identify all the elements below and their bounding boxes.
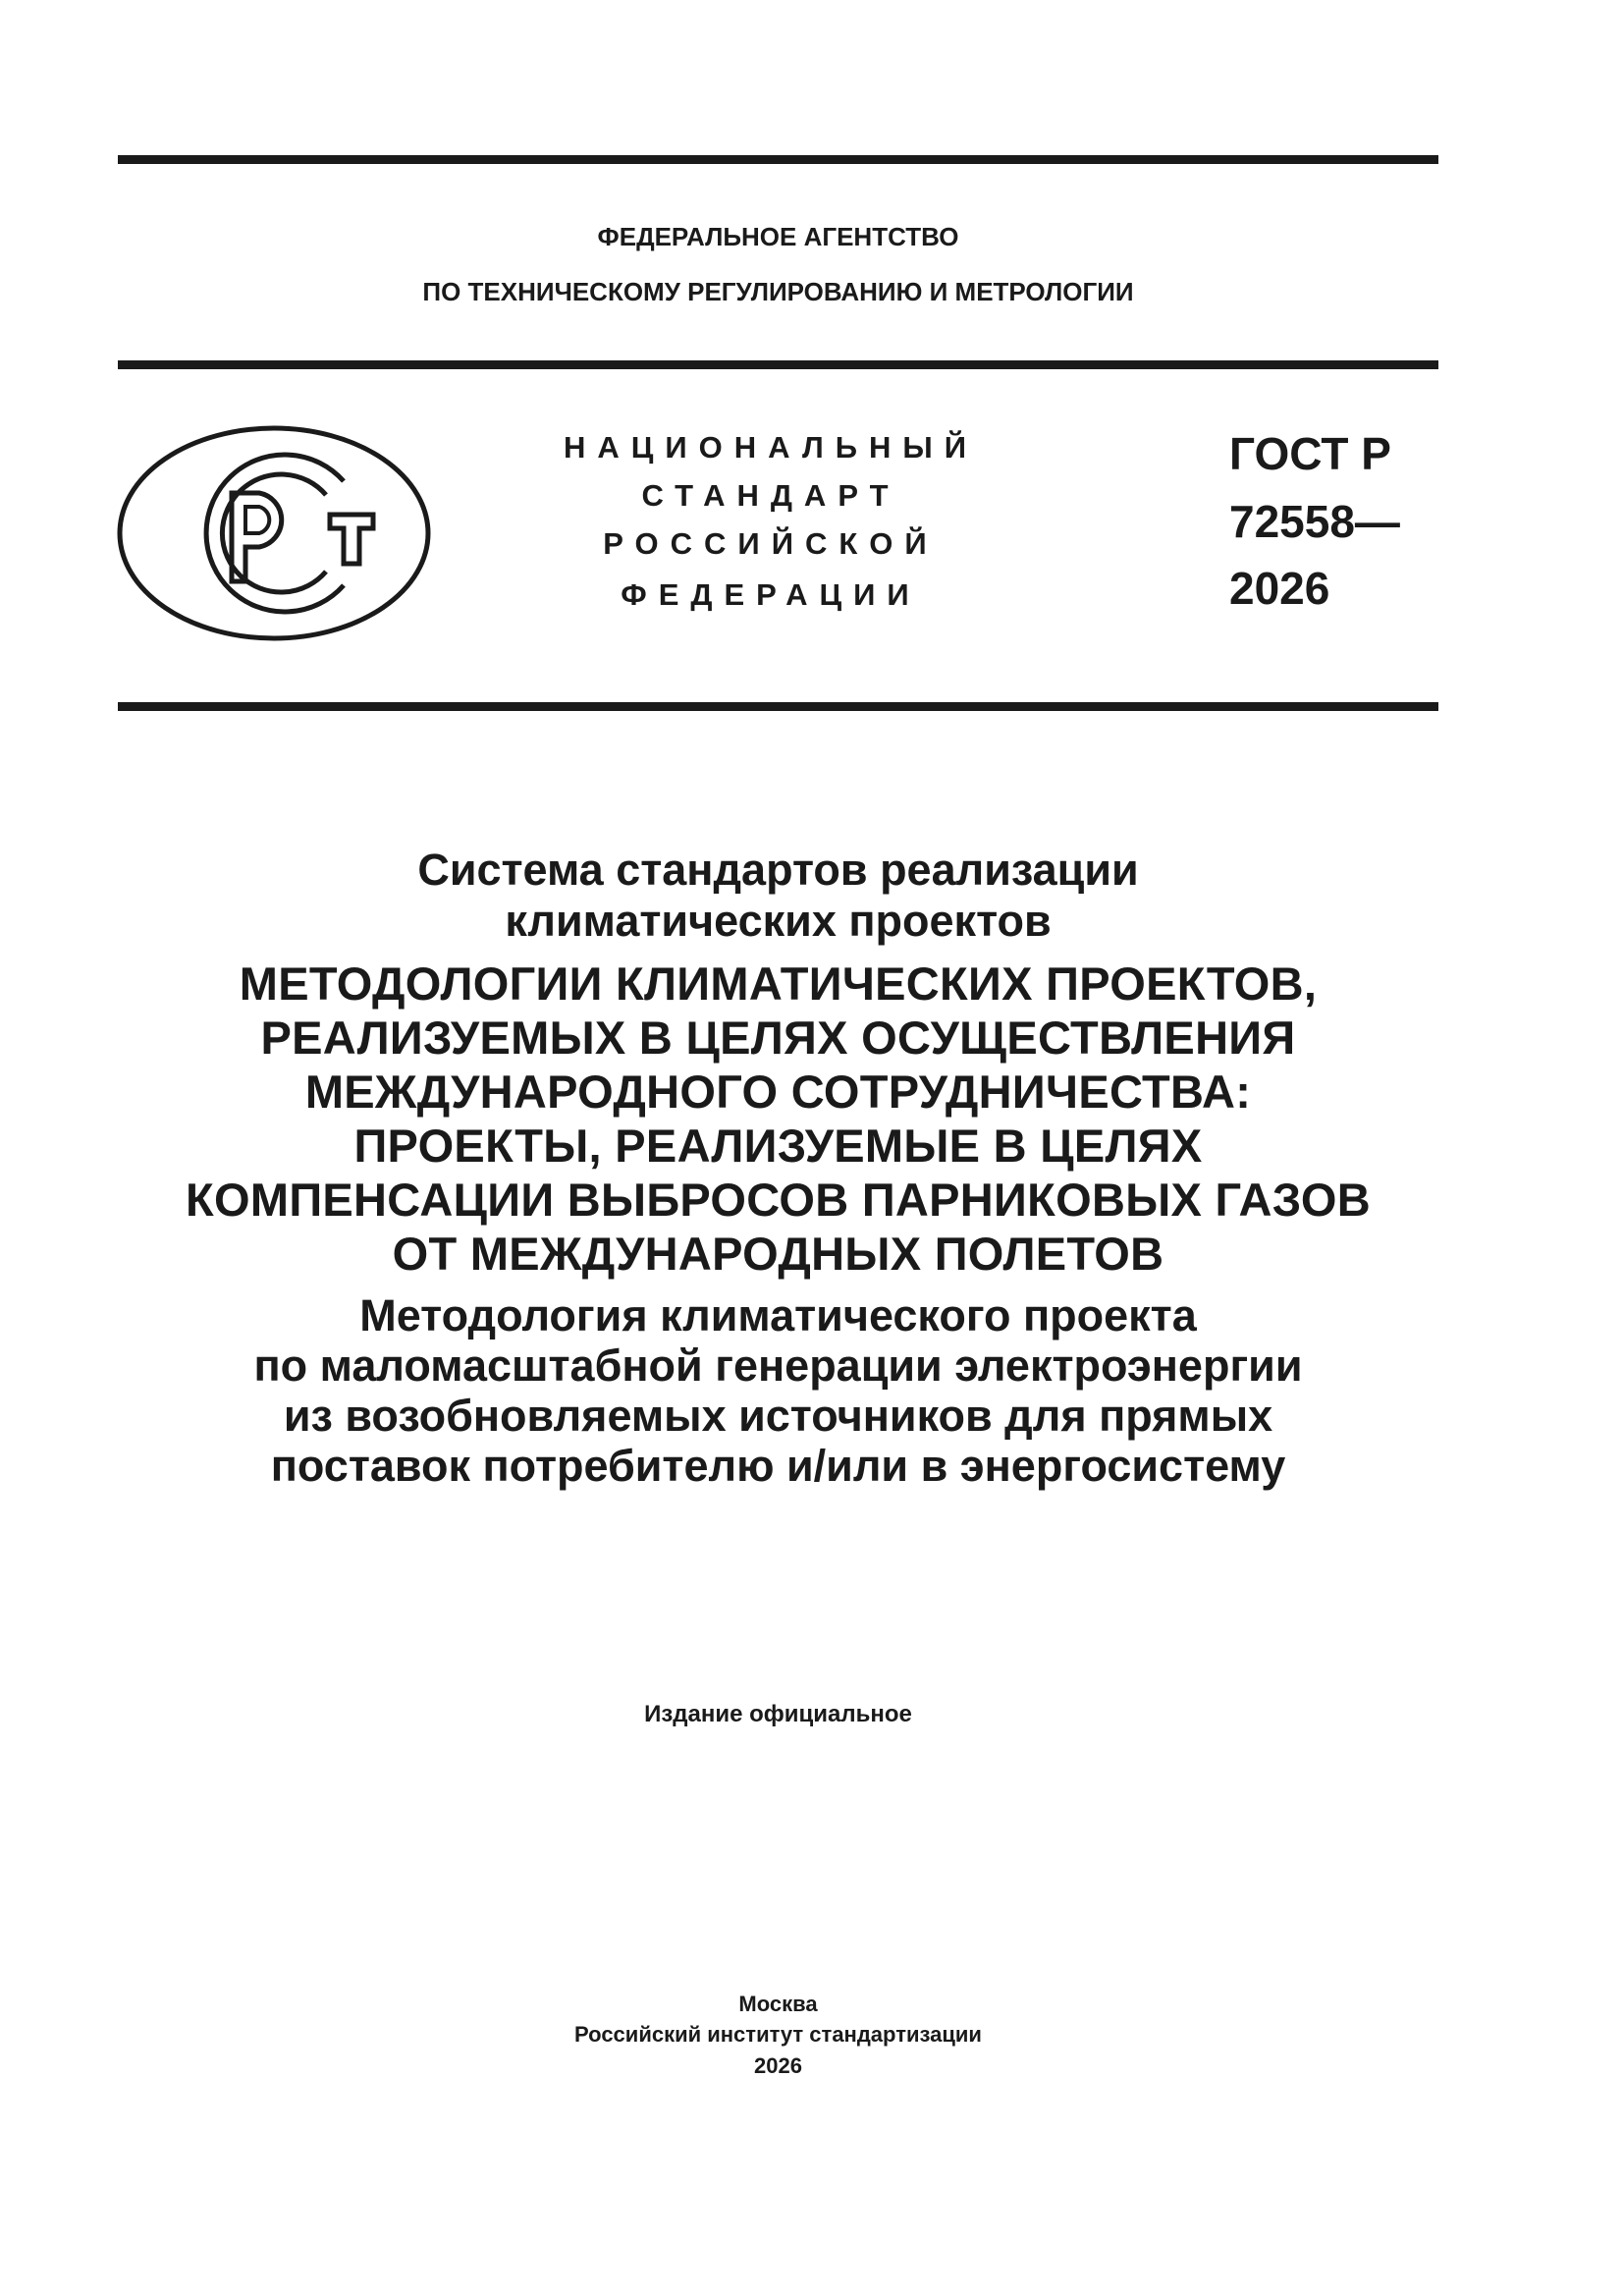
methodology-title-line: из возобновляемых источников для прямых [283,1391,1273,1441]
imprint-city: Москва [738,1992,818,2016]
imprint-publisher: Российский институт стандартизации [574,2022,982,2047]
main-title-line: ПРОЕКТЫ, РЕАЛИЗУЕМЫЕ В ЦЕЛЯХ [353,1120,1203,1172]
top-divider-rule [118,155,1438,164]
agency-name-line-1: ФЕДЕРАЛЬНОЕ АГЕНТСТВО [597,222,959,251]
methodology-title [79,1290,1478,1491]
methodology-title-line: Методология климатического проекта [359,1290,1197,1340]
standard-type-line-4: ФЕДЕРАЦИИ [621,577,921,612]
standard-designation-line-3: 2026 [1229,563,1330,614]
imprint-year: 2026 [754,2053,802,2078]
middle-divider-rule [118,360,1438,369]
system-title-line: климатических проектов [505,896,1052,946]
standard-type-line-2: СТАНДАРТ [641,478,900,513]
agency-name-line-2: ПО ТЕХНИЧЕСКОМУ РЕГУЛИРОВАНИЮ И МЕТРОЛОГИИ [422,277,1134,306]
main-title-line: МЕЖДУНАРОДНОГО СОТРУДНИЧЕСТВА: [304,1066,1252,1118]
document-title-block [79,845,1478,1491]
standard-designation-line-2: 72558— [1229,496,1400,547]
main-title [79,957,1478,1281]
standard-designation-line-1: ГОСТ Р [1229,428,1391,479]
main-title-line: КОМПЕНСАЦИИ ВЫБРОСОВ ПАРНИКОВЫХ ГАЗОВ [186,1174,1371,1226]
system-title-line: Система стандартов реализации [417,845,1139,895]
main-title-line: МЕТОДОЛОГИИ КЛИМАТИЧЕСКИХ ПРОЕКТОВ, [239,957,1318,1010]
main-title-line: РЕАЛИЗУЕМЫХ В ЦЕЛЯХ ОСУЩЕСТВЛЕНИЯ [260,1011,1296,1064]
methodology-title-line: поставок потребителю и/или в энергосистему [270,1441,1286,1491]
methodology-title-line: по маломасштабной генерации электроэнергии [253,1340,1303,1391]
rst-certification-emblem-icon [116,424,432,642]
system-title [79,845,1478,947]
standard-type-line-1: НАЦИОНАЛЬНЫЙ [563,430,979,465]
edition-note: Издание официальное [644,1701,912,1727]
standard-type-line-3: РОССИЙСКОЙ [603,526,939,561]
lower-divider-rule [118,702,1438,711]
main-title-line: ОТ МЕЖДУНАРОДНЫХ ПОЛЕТОВ [392,1228,1164,1280]
